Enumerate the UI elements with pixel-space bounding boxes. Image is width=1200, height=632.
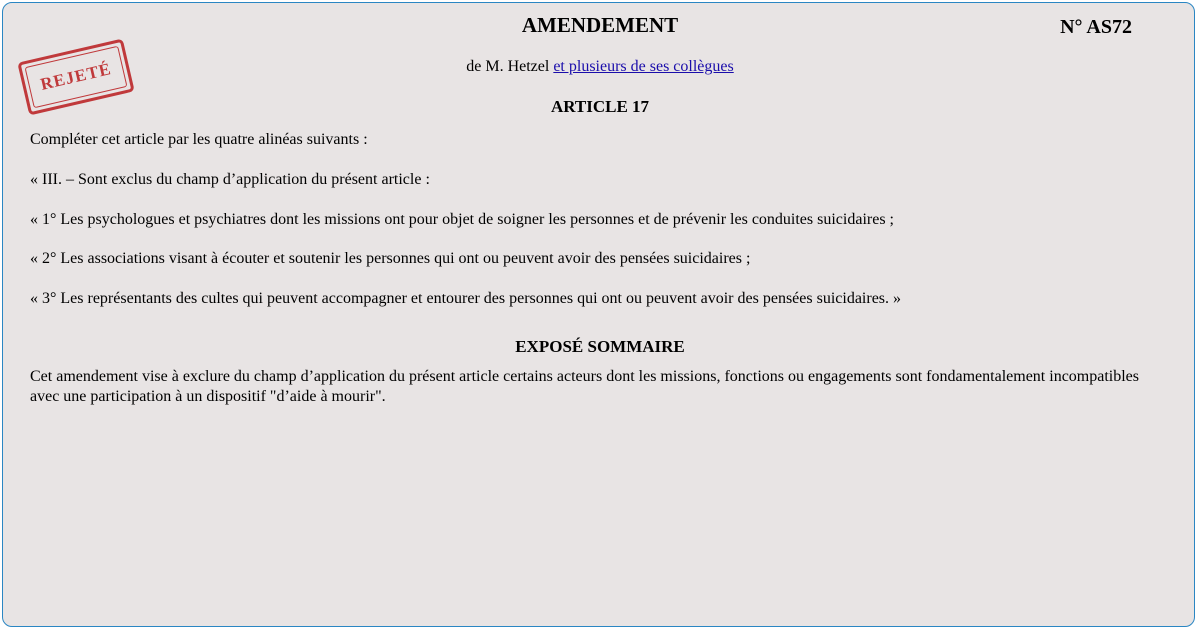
expose-text: Cet amendement vise à exclure du champ d’application du présent article certains acteurs dont les missions, fonctions ou engagements sont fondamentalement incompatibles avec une participation à un dispositif "d’aide à mourir". — [30, 368, 1139, 405]
paragraph-intro: Compléter cet article par les quatre alinéas suivants : — [30, 131, 368, 148]
amendment-number: N° AS72 — [1060, 16, 1132, 38]
authors-prefix: de M. Hetzel — [466, 58, 554, 75]
paragraph-item-1: « 1° Les psychologues et psychiatres dont les missions ont pour objet de soigner les personnes et de prévenir les conduites suicidaires ; — [30, 211, 894, 228]
document-title: AMENDEMENT — [521, 13, 679, 37]
article-heading: ARTICLE 17 — [550, 97, 650, 116]
authors-line — [0, 58, 1200, 76]
expose-heading: EXPOSÉ SOMMAIRE — [515, 337, 685, 356]
paragraph-item-3: « 3° Les représentants des cultes qui peuvent accompagner et entourer des personnes qui ont ou peuvent avoir des pensées suicidaires. » — [30, 290, 902, 307]
paragraph-iii: « III. – Sont exclus du champ d’application du présent article : — [30, 171, 430, 188]
amendment-card — [2, 2, 1195, 627]
colleagues-link[interactable]: et plusieurs de ses collègues — [553, 58, 734, 75]
rejected-stamp-label: REJETÉ — [25, 46, 128, 109]
paragraph-item-2: « 2° Les associations visant à écouter et soutenir les personnes qui ont ou peuvent avoir des pensées suicidaires ; — [30, 250, 751, 267]
